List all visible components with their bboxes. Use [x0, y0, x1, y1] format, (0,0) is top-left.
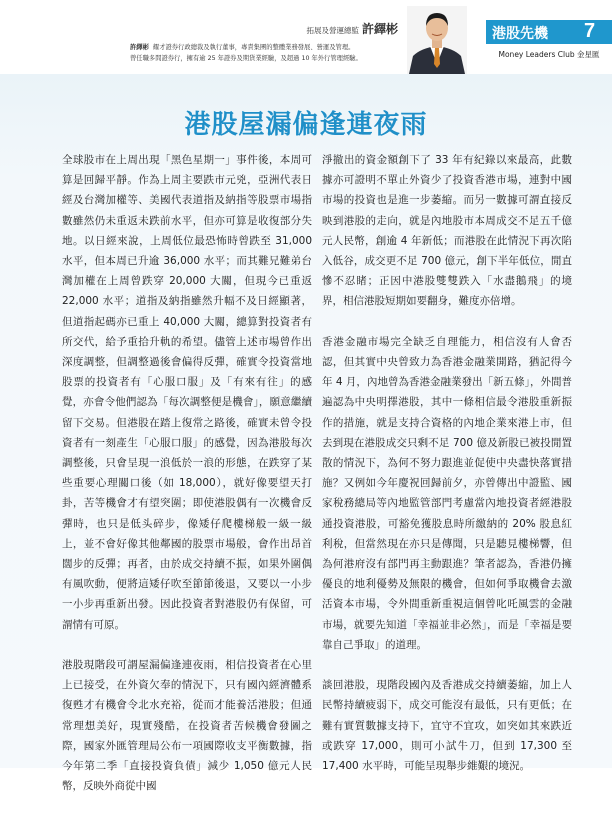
column-badge	[486, 20, 612, 66]
column-title: 港股先機	[492, 26, 548, 42]
author-bio-line2: 曾任職多間證券行，擁有逾 25 年證券及期貨業經驗，及超過 10 年外行管理經驗。	[130, 55, 362, 62]
paragraph: 香港金融市場完全缺乏自理能力，相信沒有人會否認，但其實中央曾致力為香港金融業開路，猶記得今年 4 月，內地曾為香港金融業發出「新五條」，外間普遍認為中央明擇港股，其中一條相信最令港股重新振作的措施，就是支持合資格的內地企業來港上市，但去到現在港股成交只剩不足 700 億及新股已被投閒置散的情況下，為何不努力跟進並促使中央盡快落實措施？又例如今年慶祝回歸前夕，亦曾傳出中證監、國家稅務總局等內地監管部門考慮當內地投資者經港股通投資港股，可豁免獲股息時所繳納的 20% 股息紅利稅，但當然現在亦只是傳聞，只是聽見樓梯響，但為何港府沒有部門再主動跟進？筆者認為，香港仍擁優良的地利優勢及無限的機會，但如何爭取機會去激活資本市場，令外間重新重視這個曾叱吒風雲的金融市場，就要先知道「幸福並非必然」，而是「幸福是要靠自己爭取」的道理。	[322, 335, 572, 651]
paragraph: 港股現階段可謂屋漏偏逢連夜雨，相信投資者在心里上已接受，在外資欠奉的情況下，只有國內經濟體系復甦才有機會令北水充裕，從而才能養活港股；但通常理想美好，現實殘酷，在投資者苦候機會發圖之際，國家外匯管理局公布一項國際收支平衡數據，指今年第二季「直接投資負債」減少 1,050 億元人民幣，反映外商從中國	[62, 659, 312, 793]
column-banner	[486, 20, 612, 44]
page-number: 7	[584, 20, 596, 42]
article-column-left	[62, 150, 312, 817]
author-name: 許繹彬	[361, 22, 398, 36]
article-title: 港股屋漏偏逢連夜雨	[184, 110, 428, 140]
paragraph: 全球股市在上周出現「黑色星期一」事件後，本周可算是回歸平靜。作為上周主要跌市元兇，亞洲代表日經及台灣加權等、美國代表道指及納指等股票市場指數雖然仍未重返未跌前水平，但亦可算是收復部分失地。以日經來說，上周低位最恐怖時曾跌至 31,000 水平，但本周已升逾 36,000 水平；而其難兄難弟台灣加權在上周曾跌穿 20,000 大關，但現今已重返 22,000 水平；道指及納指雖然升幅不及日經顯著，但道指起碼亦已重上 40,000 大關，總算對投資者有所交代，給予重拾升軌的希望。儘管上述市場曾作出深度調整，但調整過後會偏得反彈，確實令投資當地股票的投資者有「心服口服」及「有來有往」的感覺，亦會令他們認為「每次調整便是機會」，願意繼續留下交易。但港股在踏上復常之路後，確實未曾令投資者有一刻產生「心服口服」的感覺，因為港股每次調整後，只會呈現一浪低於一浪的形態，在跌穿了某些重要心理關口後（如 18,000），就好像要望天打卦，苦等機會才有望突圍；即使港股偶有一次機會反彈時，也只是低头碎步，像矮仔爬樓梯般一級一級上，並不會好像其他鄰國的股票市場般，會作出昂首闊步的反彈；再者，由於成交持續不振，如果外圍偶有風吹動，便將這矮仔吹至節節後退，又要以一小步一小步再重新出發。因此投資者對港股仍有保留，可謂情有可原。	[62, 154, 312, 631]
paragraph: 淨撤出的資金額創下了 33 年有紀錄以來最高，此數據亦可證明不單止外資少了投資香港市場，連對中國市場的投資也是進一步萎縮。而另一數據可謂直接反映到港股的走向，就是內地股市本周成交不足五千億元人民幣，創逾 4 年新低；而港股在此情況下再次陷入低谷，成交更不足 700 億元，創下半年低位，閒直慘不忍睹；正因中港股雙雙跌入「水盡鵝飛」的境界，相信港股短期如要翻身，難度亦倍增。	[322, 154, 572, 308]
author-byline	[0, 20, 398, 37]
author-bio	[130, 42, 412, 64]
author-bio-lead: 許繹彬	[130, 44, 149, 51]
page-header	[0, 0, 612, 74]
article-column-right	[322, 150, 572, 796]
author-bio-line1: 耀才證券行政總裁及執行董事，專責集團的整體業務發展、營運及管理。	[152, 44, 355, 51]
author-role: 拓展及營運總監	[306, 26, 359, 35]
club-name: Money Leaders Club 金星匯	[498, 50, 600, 59]
paragraph: 談回港股，現階段國內及香港成交持續萎縮，加上人民幣持續疲弱下，成交可能沒有最低，只有更低；在難有實質數據支持下，宜守不宜攻，如突如其來跌近或跌穿 17,000，則可小試牛刀，但到 17,300 至 17,400 水平時，可能呈現舉步維艱的境況。	[322, 679, 572, 773]
avatar	[407, 6, 467, 74]
author-portrait-icon	[407, 6, 467, 74]
